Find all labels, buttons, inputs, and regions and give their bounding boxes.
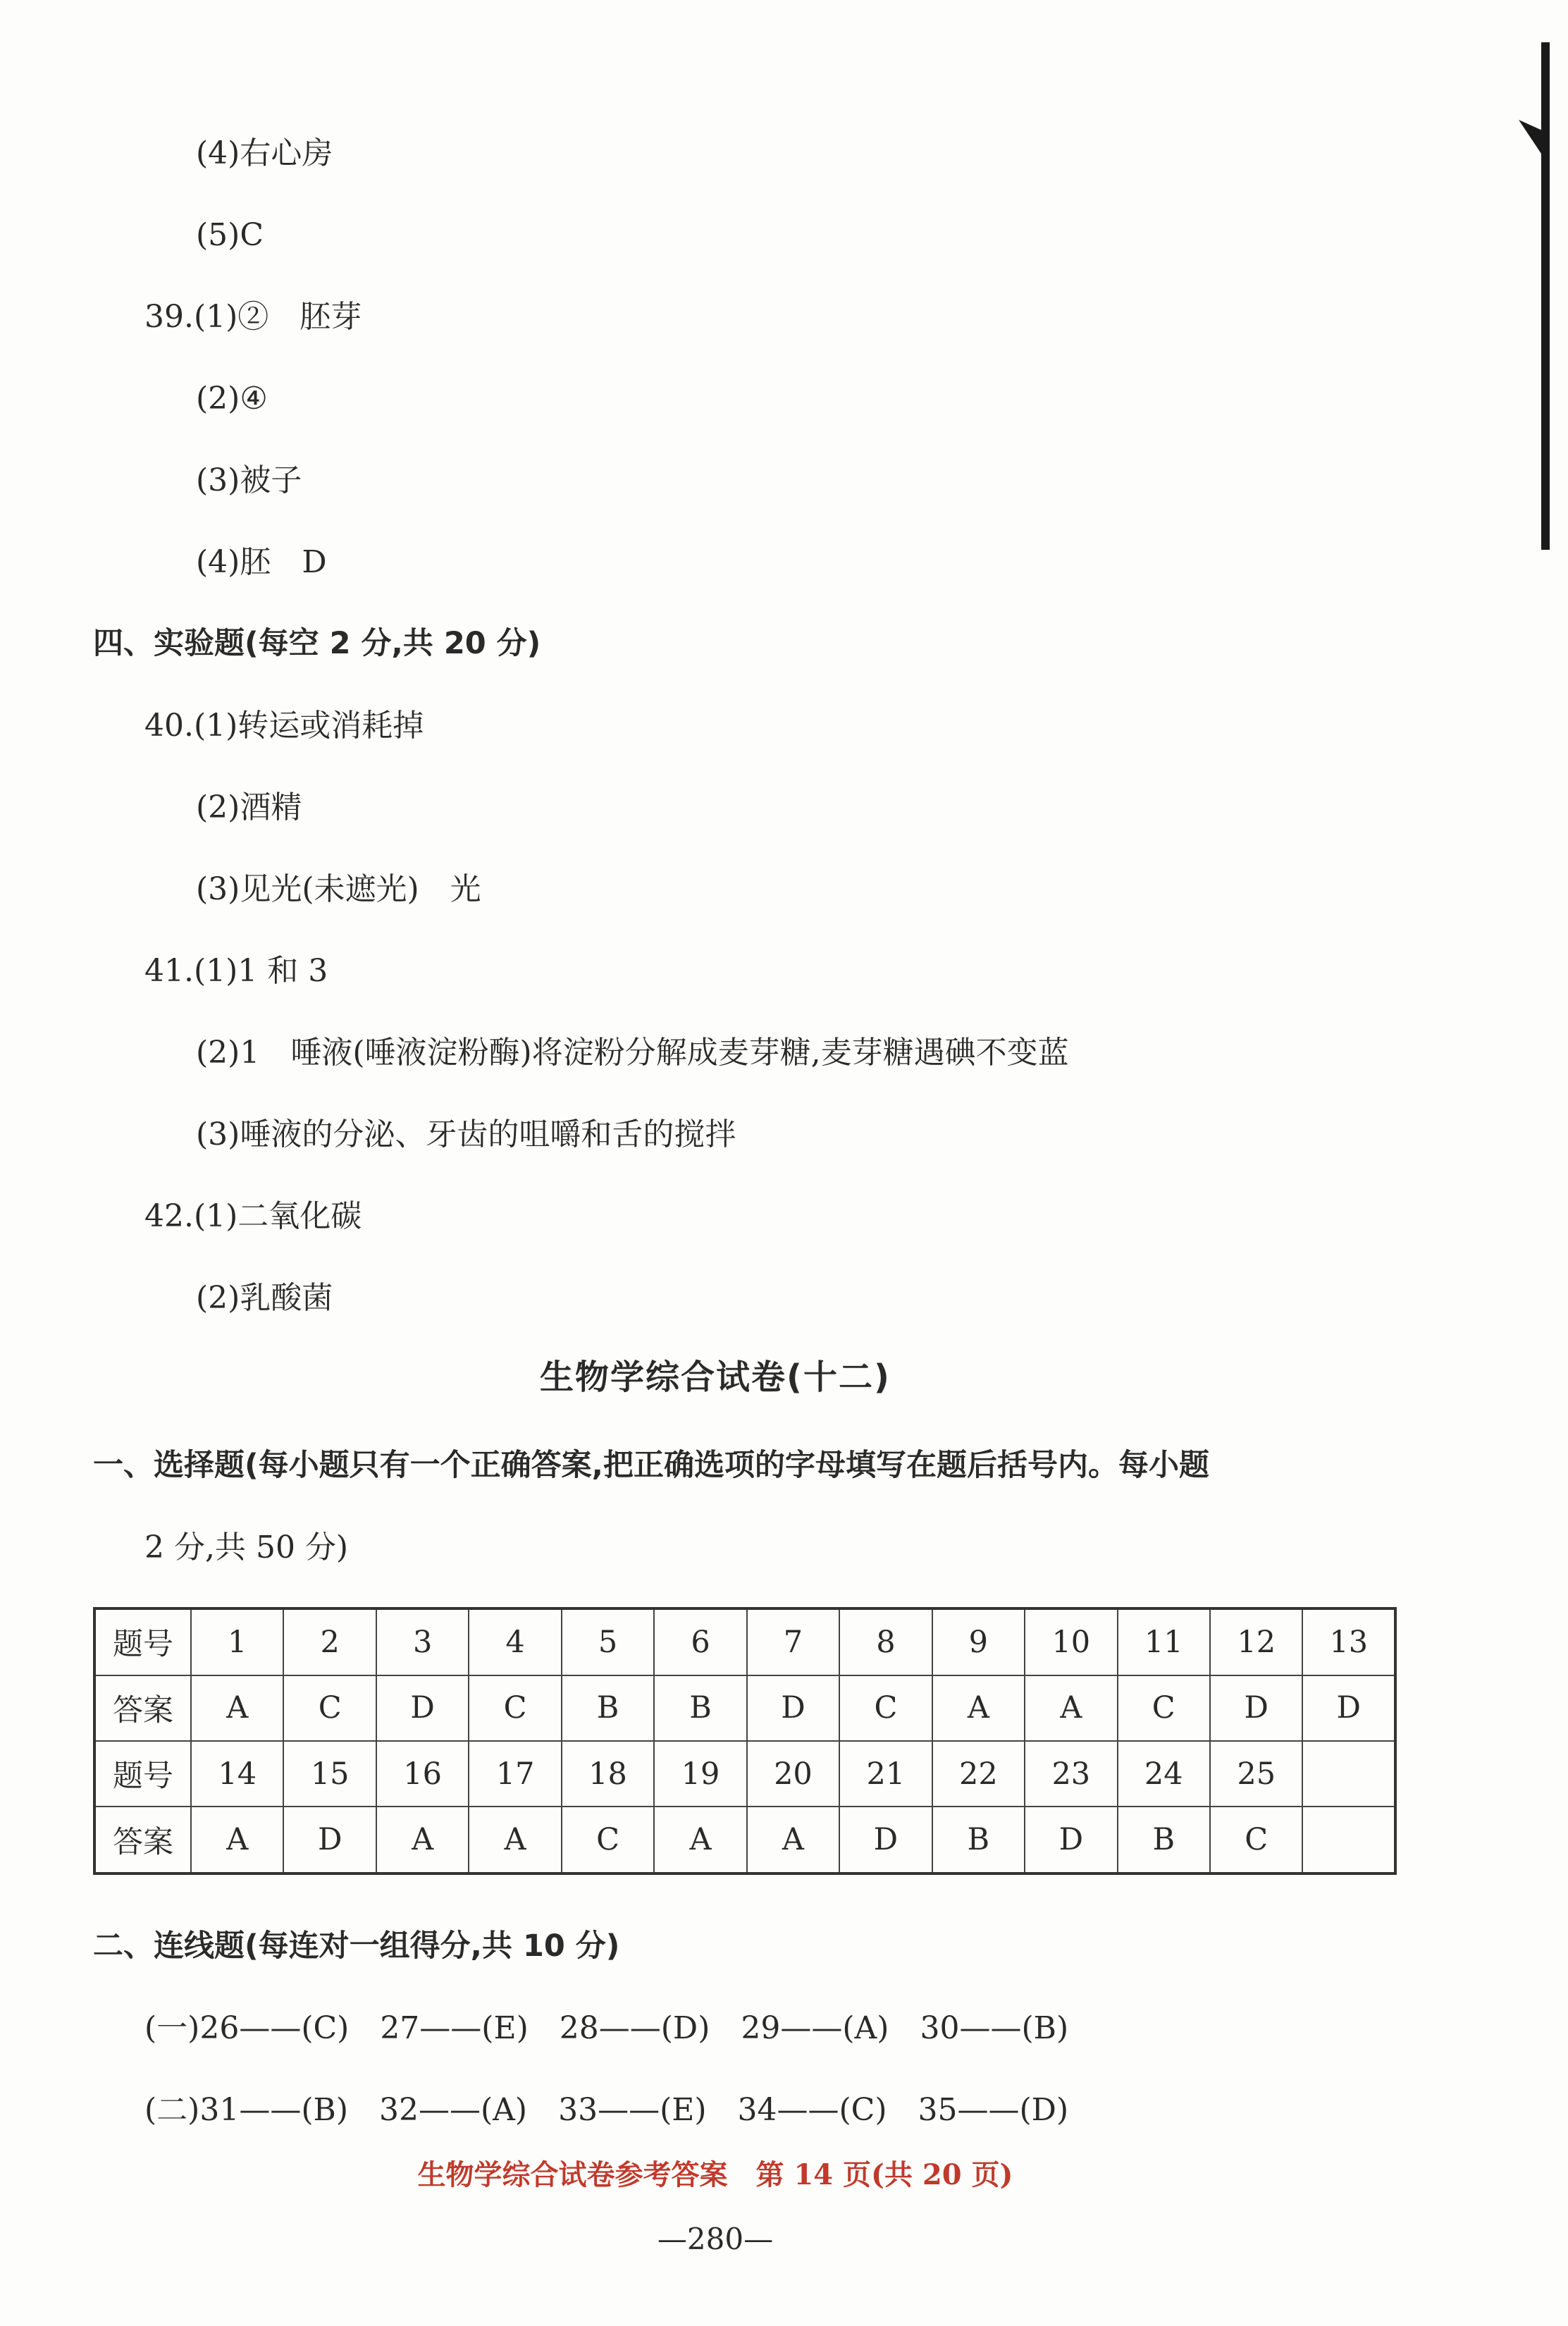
answer-40-3: (3)见光(未遮光) 光 — [196, 871, 481, 907]
row-label: 答案 — [94, 1675, 191, 1741]
table-cell: 25 — [1210, 1741, 1302, 1807]
answer-39-1: 39.(1)② 胚芽 — [144, 299, 362, 335]
table-cell: 6 — [654, 1608, 746, 1675]
table-cell: 17 — [469, 1741, 561, 1807]
table-cell: C — [562, 1807, 654, 1873]
table-cell: A — [191, 1807, 283, 1873]
table-cell: 4 — [469, 1608, 561, 1675]
scan-edge-bar — [1541, 42, 1550, 550]
table-cell: C — [839, 1675, 932, 1741]
answer-38-4: (4)右心房 — [196, 135, 333, 171]
table-cell: 5 — [562, 1608, 654, 1675]
table-cell: B — [932, 1807, 1025, 1873]
answer-41-2: (2)1 唾液(唾液淀粉酶)将淀粉分解成麦芽糖,麦芽糖遇碘不变蓝 — [196, 1035, 1069, 1071]
answer-39-4: (4)胚 D — [196, 544, 327, 580]
table-cell: 2 — [283, 1608, 376, 1675]
table-cell: D — [1302, 1675, 1395, 1741]
table-cell: 18 — [562, 1741, 654, 1807]
section-2-heading: 二、连线题(每连对一组得分,共 10 分) — [93, 1928, 620, 1964]
table-cell: 12 — [1210, 1608, 1302, 1675]
table-cell: 21 — [839, 1741, 932, 1807]
table-cell: 15 — [283, 1741, 376, 1807]
answer-39-2: (2)④ — [196, 381, 268, 417]
table-cell: A — [747, 1807, 839, 1873]
answer-40-2: (2)酒精 — [196, 789, 302, 825]
table-cell: 11 — [1118, 1608, 1210, 1675]
answer-42-1: 42.(1)二氧化碳 — [144, 1198, 362, 1234]
section-1-heading-line2: 2 分,共 50 分) — [144, 1530, 349, 1565]
answer-row-1 — [94, 1675, 1395, 1741]
table-cell: B — [562, 1675, 654, 1741]
table-cell: A — [191, 1675, 283, 1741]
answer-row-2 — [94, 1807, 1395, 1873]
question-row-1 — [94, 1608, 1395, 1675]
exam-12-title: 生物学综合试卷(十二) — [540, 1358, 891, 1397]
table-cell: 3 — [376, 1608, 469, 1675]
section-1-heading-line1: 一、选择题(每小题只有一个正确答案,把正确选项的字母填写在题后括号内。每小题 — [93, 1448, 1209, 1483]
row-label: 题号 — [94, 1608, 191, 1675]
answer-table — [93, 1607, 1397, 1875]
table-cell: 23 — [1025, 1741, 1117, 1807]
running-footer: 生物学综合试卷参考答案 第 14 页(共 20 页) — [417, 2158, 1013, 2191]
table-cell: B — [654, 1675, 746, 1741]
table-cell: D — [1210, 1675, 1302, 1741]
row-label: 题号 — [94, 1741, 191, 1807]
table-cell: 7 — [747, 1608, 839, 1675]
answer-39-3: (3)被子 — [196, 462, 302, 498]
table-cell: 16 — [376, 1741, 469, 1807]
table-cell: 20 — [747, 1741, 839, 1807]
table-cell: D — [839, 1807, 932, 1873]
table-cell: 24 — [1118, 1741, 1210, 1807]
table-cell: C — [1210, 1807, 1302, 1873]
matching-answers-1: (一)26——(C) 27——(E) 28——(D) 29——(A) 30——(B) — [144, 2010, 1069, 2046]
table-cell — [1302, 1807, 1395, 1873]
table-cell: 22 — [932, 1741, 1025, 1807]
page-number: —280— — [657, 2222, 774, 2256]
table-cell: 8 — [839, 1608, 932, 1675]
question-row-2 — [94, 1741, 1395, 1807]
answer-41-1: 41.(1)1 和 3 — [144, 953, 328, 989]
table-cell: C — [283, 1675, 376, 1741]
table-cell: B — [1118, 1807, 1210, 1873]
table-cell: 13 — [1302, 1608, 1395, 1675]
table-cell: A — [376, 1807, 469, 1873]
table-cell: A — [654, 1807, 746, 1873]
table-cell: 1 — [191, 1608, 283, 1675]
answer-40-1: 40.(1)转运或消耗掉 — [144, 708, 424, 744]
matching-answers-2: (二)31——(B) 32——(A) 33——(E) 34——(C) 35——(D) — [144, 2092, 1069, 2128]
table-cell: C — [1118, 1675, 1210, 1741]
table-cell: 19 — [654, 1741, 746, 1807]
answer-38-5: (5)C — [196, 217, 264, 253]
table-cell: D — [283, 1807, 376, 1873]
table-cell: 14 — [191, 1741, 283, 1807]
table-cell: A — [1025, 1675, 1117, 1741]
table-cell: D — [376, 1675, 469, 1741]
answer-41-3: (3)唾液的分泌、牙齿的咀嚼和舌的搅拌 — [196, 1116, 736, 1152]
table-cell — [1302, 1741, 1395, 1807]
row-label: 答案 — [94, 1807, 191, 1873]
table-cell: 9 — [932, 1608, 1025, 1675]
table-cell: A — [469, 1807, 561, 1873]
table-cell: 10 — [1025, 1608, 1117, 1675]
table-cell: D — [1025, 1807, 1117, 1873]
section-4-heading: 四、实验题(每空 2 分,共 20 分) — [93, 626, 541, 661]
answer-42-2: (2)乳酸菌 — [196, 1280, 333, 1316]
table-cell: A — [932, 1675, 1025, 1741]
table-cell: D — [747, 1675, 839, 1741]
table-cell: C — [469, 1675, 561, 1741]
